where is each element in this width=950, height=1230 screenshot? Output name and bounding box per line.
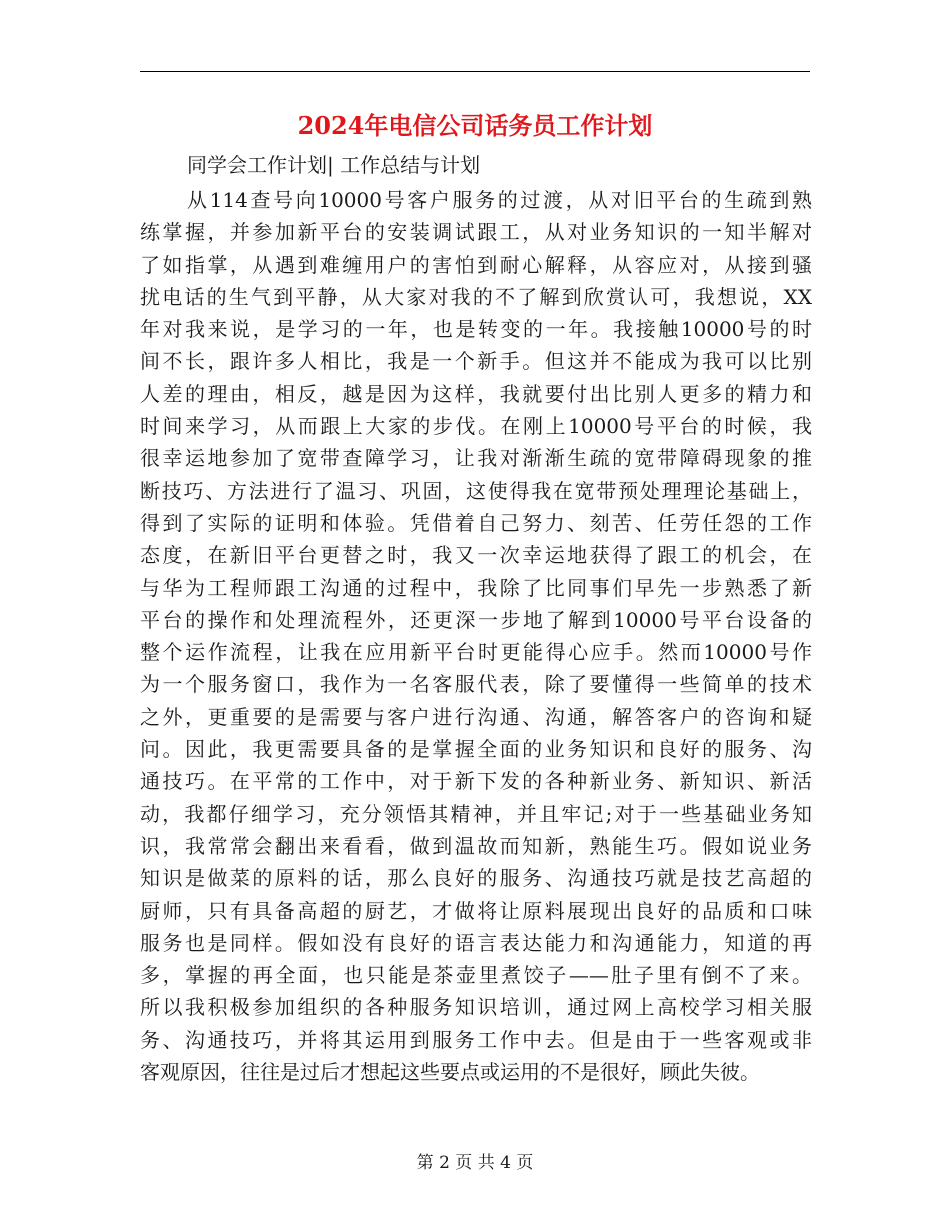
paragraph-line: 人差的理由，相反，越是因为这样，我就要付出比别人更多的精力和 [140, 381, 812, 406]
paragraph-line: 识，我常常会翻出来看看，做到温故而知新，熟能生巧。假如说业务 [140, 833, 812, 858]
paragraph-line: 得到了实际的证明和体验。凭借着自己努力、刻苦、任劳任怨的工作 [140, 510, 812, 535]
paragraph-line: 时间来学习，从而跟上大家的步伐。在刚上10000号平台的时候，我 [140, 414, 812, 439]
paragraph-line: 扰电话的生气到平静，从大家对我的不了解到欣赏认可，我想说，XX [140, 284, 812, 309]
paragraph-line: 服务也是同样。假如没有良好的语言表达能力和沟通能力，知道的再 [140, 930, 812, 955]
paragraph-line: 多，掌握的再全面，也只能是茶壶里煮饺子——肚子里有倒不了来。 [140, 963, 812, 988]
paragraph-line: 年对我来说，是学习的一年，也是转变的一年。我接触10000号的时 [140, 317, 812, 342]
paragraph-line: 整个运作流程，让我在应用新平台时更能得心应手。然而10000号作 [140, 640, 812, 665]
body-paragraph [140, 184, 812, 1088]
paragraph-line: 客观原因，往往是过后才想起这些要点或运用的不是很好，顾此失彼。 [140, 1060, 760, 1085]
page-number: 第 2 页 共 4 页 [416, 1153, 534, 1173]
paragraph-line: 问。因此，我更需要具备的是掌握全面的业务知识和良好的服务、沟 [140, 737, 812, 762]
header-rule [140, 71, 810, 72]
paragraph-line: 厨师，只有具备高超的厨艺，才做将让原料展现出良好的品质和口味 [140, 898, 812, 923]
paragraph-line: 务、沟通技巧，并将其运用到服务工作中去。但是由于一些客观或非 [140, 1027, 812, 1052]
category-line: 同学会工作计划| 工作总结与计划 [187, 153, 481, 177]
paragraph-line: 态度，在新旧平台更替之时，我又一次幸运地获得了跟工的机会，在 [140, 543, 812, 568]
document-title: 2024年电信公司话务员工作计划 [297, 111, 653, 140]
paragraph-line: 了如指掌，从遇到难缠用户的害怕到耐心解释，从容应对，从接到骚 [140, 252, 812, 277]
paragraph-line: 为一个服务窗口，我作为一名客服代表，除了要懂得一些简单的技术 [140, 672, 812, 697]
paragraph-line: 所以我积极参加组织的各种服务知识培训，通过网上高校学习相关服 [140, 995, 812, 1020]
paragraph-line: 之外，更重要的是需要与客户进行沟通、沟通，解答客户的咨询和疑 [140, 704, 812, 729]
paragraph-line: 练掌握，并参加新平台的安装调试跟工，从对业务知识的一知半解对 [140, 220, 812, 245]
paragraph-line: 断技巧、方法进行了温习、巩固，这使得我在宽带预处理理论基础上， [140, 478, 812, 503]
paragraph-line: 通技巧。在平常的工作中，对于新下发的各种新业务、新知识、新活 [140, 769, 812, 794]
paragraph-line: 很幸运地参加了宽带查障学习，让我对渐渐生疏的宽带障碍现象的推 [140, 446, 812, 471]
paragraph-line: 与华为工程师跟工沟通的过程中，我除了比同事们早先一步熟悉了新 [140, 575, 812, 600]
paragraph-line: 间不长，跟许多人相比，我是一个新手。但这并不能成为我可以比别 [140, 349, 812, 374]
paragraph-line: 平台的操作和处理流程外，还更深一步地了解到10000号平台设备的 [140, 607, 812, 632]
paragraph-line: 动，我都仔细学习，充分领悟其精神，并且牢记;对于一些基础业务知 [140, 801, 812, 826]
paragraph-line: 知识是做菜的原料的话，那么良好的服务、沟通技巧就是技艺高超的 [140, 866, 812, 891]
paragraph-line: 从114查号向10000号客户服务的过渡，从对旧平台的生疏到熟 [187, 188, 812, 212]
